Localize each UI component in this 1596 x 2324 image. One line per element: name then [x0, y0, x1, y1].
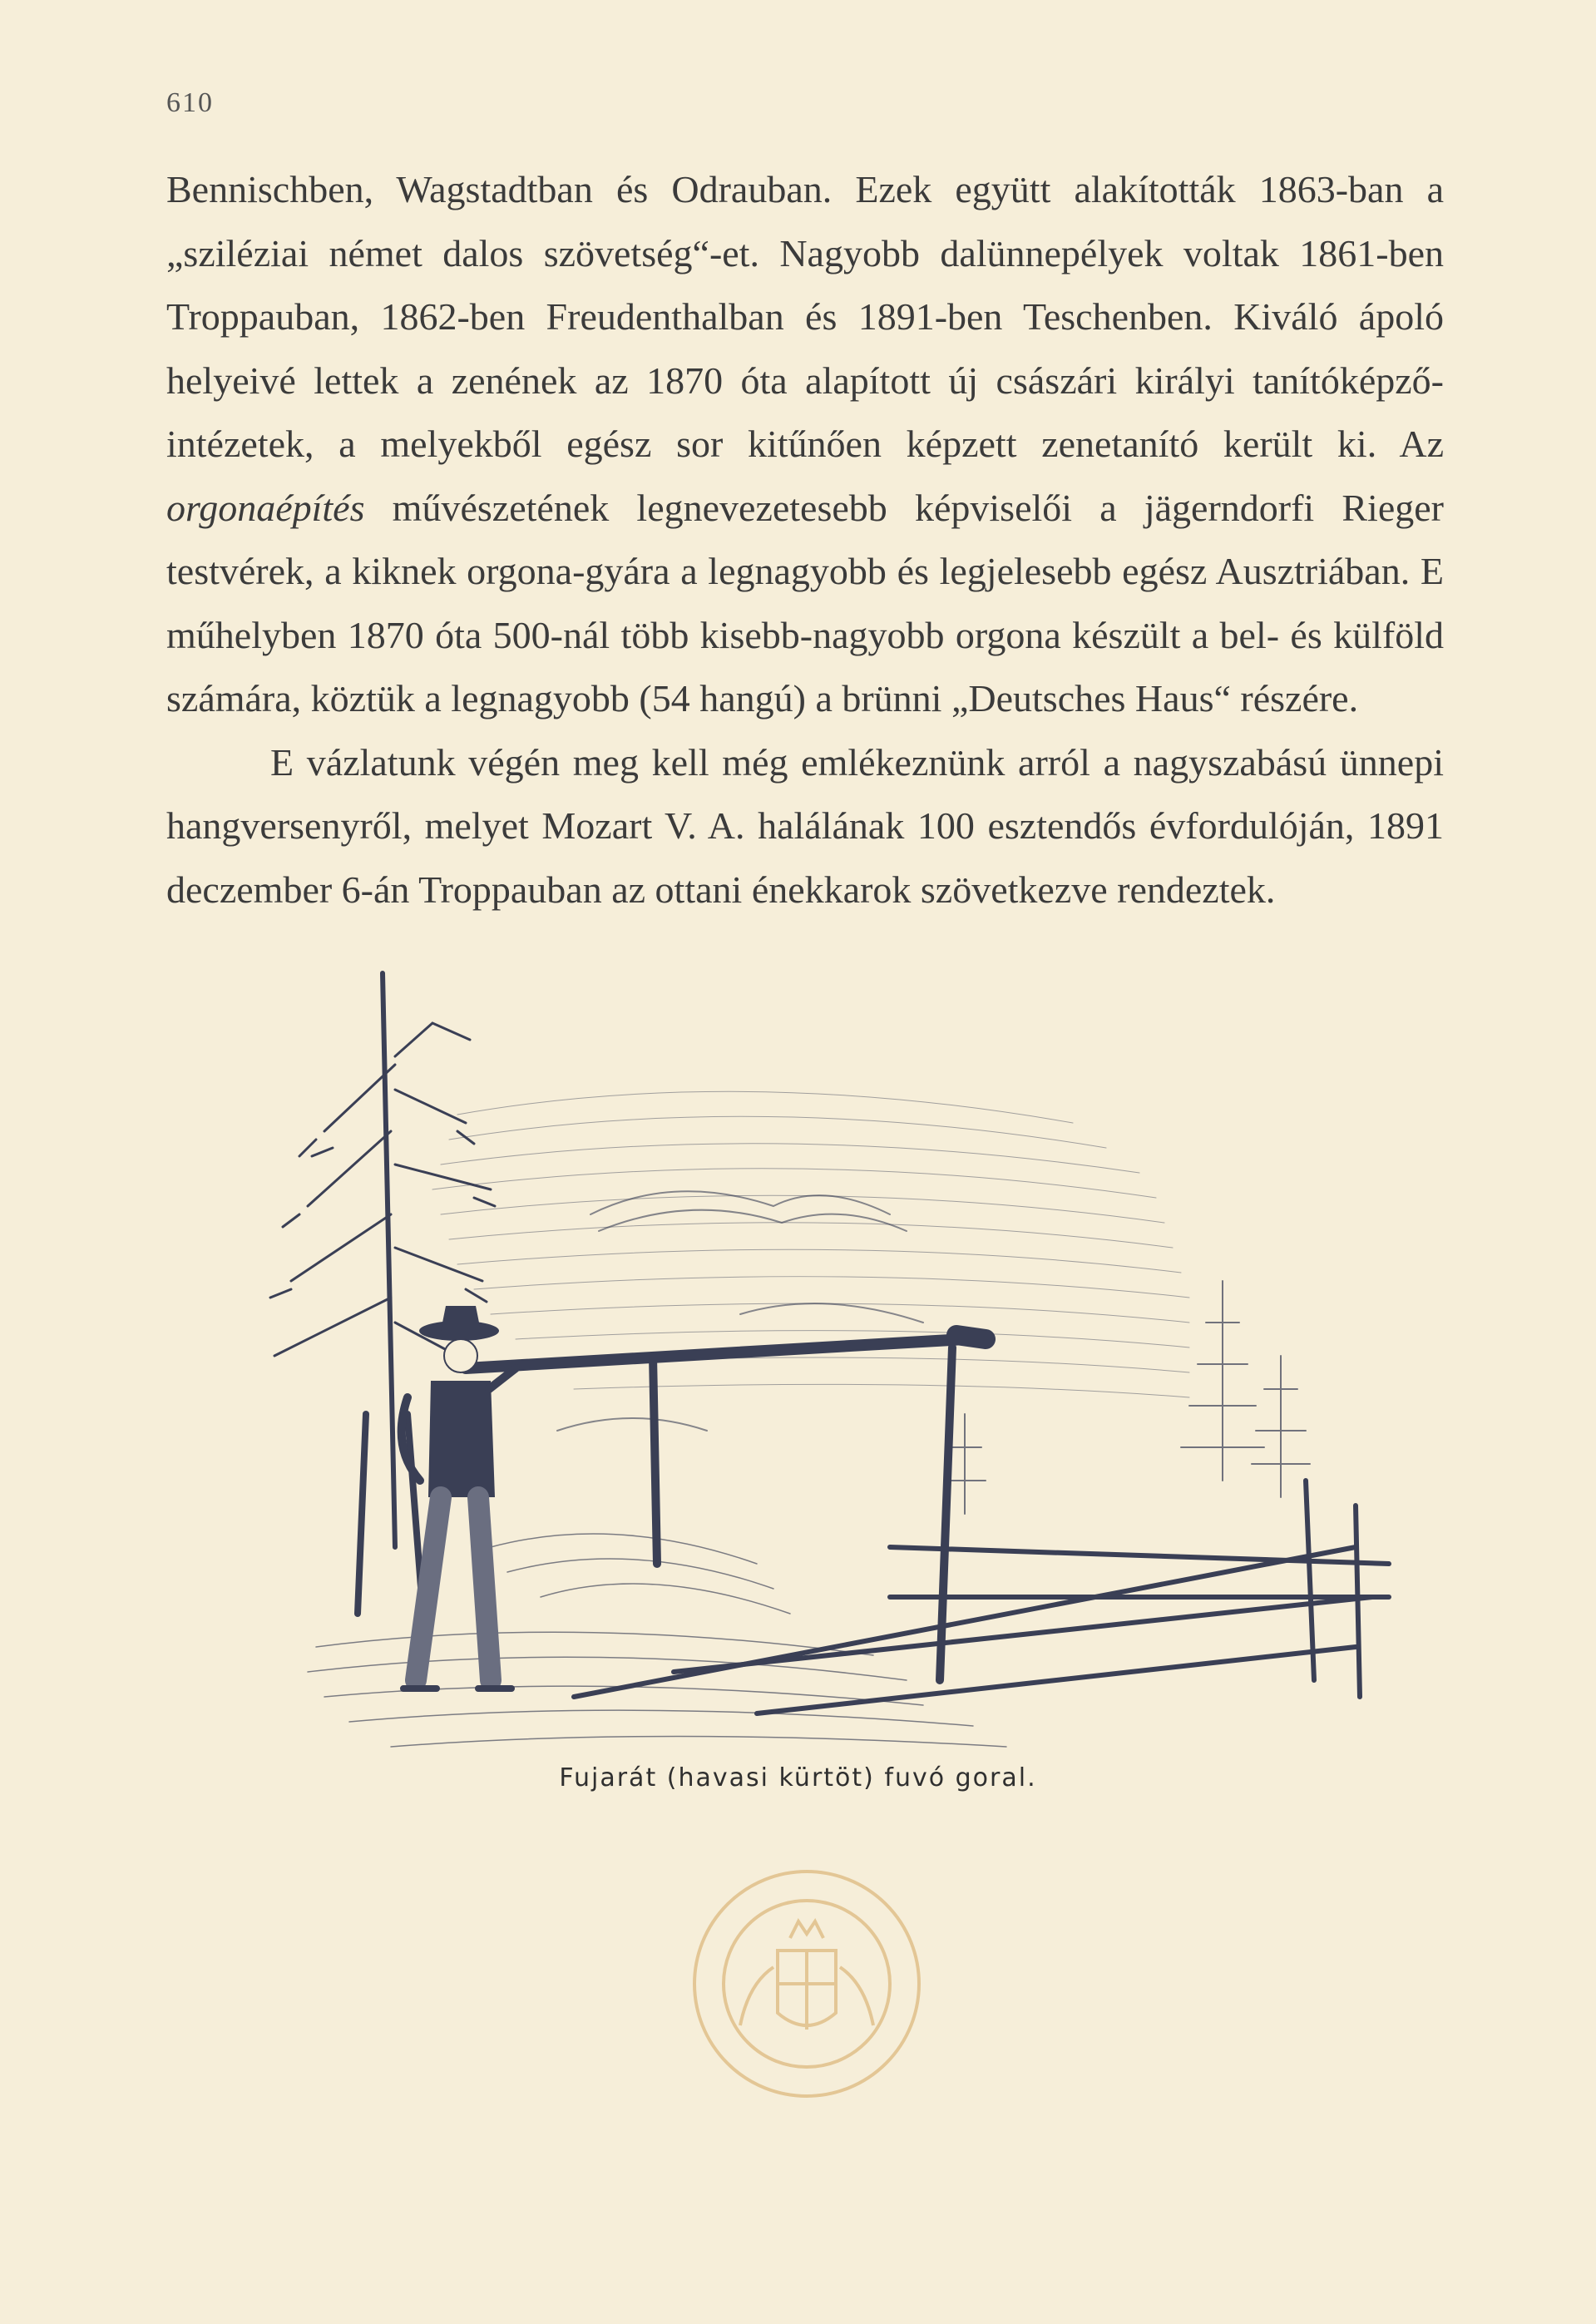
museum-stamp [682, 1859, 931, 2109]
engraving-illustration [241, 965, 1422, 1763]
fence-posts [653, 1347, 952, 1680]
paragraph-1-part-2: művészetének legnevezetesebb képviselői a jägerndorfi Rieger testvérek, a kiknek orgona-gyára a legnagyobb és legjelesebb egész Ausztriában. E műhelyben 1870 óta 500-nál több kisebb-nagyobb orgona készült a bel- és külföld számára, köztük a legnagyobb (54 hangú) a brünni „Deutsches Haus“ részére. [166, 486, 1444, 719]
body-text [166, 158, 1444, 922]
paragraph-1-part-1: Bennischben, Wagstadtban és Odrauban. Ezek együtt alakították 1863-ban a „sziléziai német dalos szövetség“-et. Nagyobb dalünnepélyek voltak 1861-ben Troppauban, 1862-ben Freudenthalban és 1891-ben Teschenben. Kiváló ápoló helyeivé lettek a zenének az 1870 óta alapított új császári királyi tanítóképző-intézetek, a melyekből egész sor kitűnően képzett zenetanító került ki. Az [166, 168, 1444, 465]
forest-background [944, 1281, 1310, 1514]
tree [270, 973, 495, 1630]
fujara-horn [466, 1335, 986, 1368]
figure-caption: Fujarát (havasi kürtöt) fuvó goral. [559, 1763, 1037, 1792]
paragraph-1-italic-term: orgonaépítés [166, 486, 365, 529]
page-number: 610 [166, 87, 214, 118]
paragraph-1 [166, 158, 1444, 731]
fence-rails [574, 1481, 1389, 1713]
paragraph-2: E vázlatunk végén meg kell még emlékeznünk arról a nagyszabású ünnepi hangversenyről, melyet Mozart V. A. halálának 100 esztendős évfordulóján, 1891 deczember 6-án Troppauban az ottani énekkarok szövetkezve rendeztek. [166, 740, 1444, 911]
